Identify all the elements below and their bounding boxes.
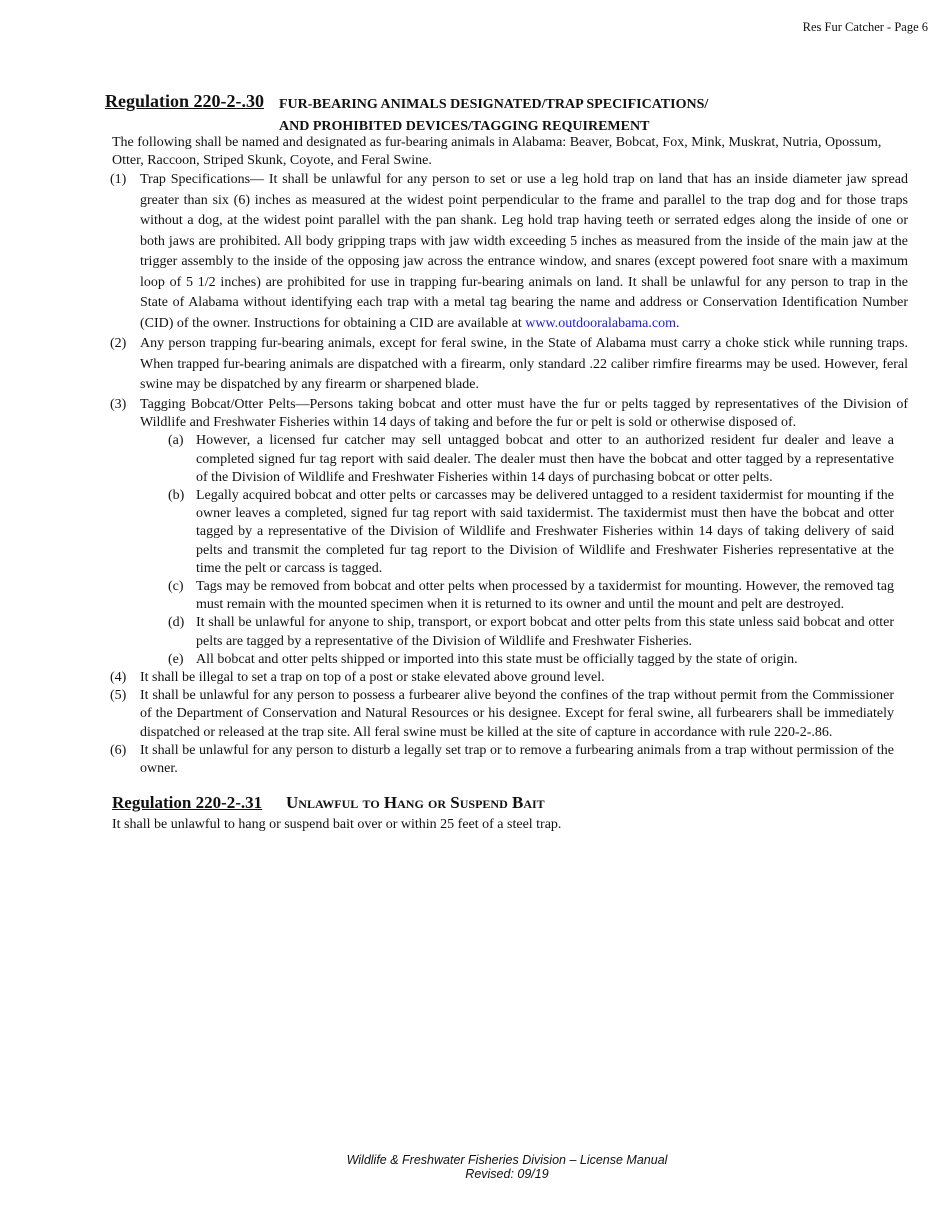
- intro-paragraph: The following shall be named and designated as fur-bearing animals in Alabama: Beaver, Bobcat, Fox, Mink, Muskrat, Nutria, Opossum, Otter, Raccoon, Striped Skunk, Coyote, and Feral Swine.: [112, 135, 882, 169]
- sub-item-e: [112, 651, 908, 669]
- item-number: (3): [110, 396, 127, 412]
- footer-line2: Revised: 09/19: [465, 1167, 549, 1181]
- list-item-6: [112, 742, 908, 778]
- list-item-3: [112, 396, 908, 432]
- page-footer: [0, 1153, 950, 1181]
- footer-line1: Wildlife & Freshwater Fisheries Division – License Manual: [346, 1153, 668, 1167]
- regulation-title: [279, 94, 708, 138]
- sub-item-text: It shall be unlawful for anyone to ship, transport, or export bobcat and otter pelts from this state unless said bobcat and otter pelts are tagged by a representative of the Division of Wildlife and Freshwater Fisheries.: [196, 615, 894, 649]
- page-header-label: Res Fur Catcher - Page 6: [802, 20, 928, 34]
- regulation-number: Regulation 220-2-.30: [105, 91, 264, 111]
- sub-item-letter: (d): [168, 615, 185, 631]
- list-item-5: [112, 687, 908, 742]
- outdooralabama-link[interactable]: www.outdooralabama.com: [525, 315, 676, 331]
- sub-item-text: All bobcat and otter pelts shipped or imported into this state must be officially tagged by the state of origin.: [196, 651, 798, 667]
- item-text: It shall be illegal to set a trap on top of a post or stake elevated above ground level.: [140, 669, 605, 685]
- sub-item-letter: (a): [168, 433, 184, 449]
- item-text: Any person trapping fur-bearing animals, except for feral swine, in the State of Alabama must carry a choke stick while running traps. When trapped fur-bearing animals are dispatched with a firearm, only standard .22 caliber rimfire firearms may be used. However, feral swine may be dispatched by any firearm or sharpened blade.: [140, 336, 908, 393]
- sub-item-letter: (b): [168, 487, 185, 503]
- sub-item-c: [112, 578, 908, 614]
- sub-item-letter: (c): [168, 578, 184, 594]
- document-body: [105, 91, 908, 834]
- sub-item-a: [112, 432, 908, 487]
- regulation-title: Unlawful to Hang or Suspend Bait: [286, 793, 545, 813]
- item-text: It shall be unlawful for any person to disturb a legally set trap or to remove a furbearing animals from a trap without permission of the owner.: [140, 742, 894, 776]
- item-number: (4): [110, 669, 127, 685]
- sub-item-text: However, a licensed fur catcher may sell untagged bobcat and otter to an authorized resident fur dealer and leave a completed signed fur tag report with said dealer. The dealer must then have the bobcat and otter tagged by a representative of the Division of Wildlife and Freshwater Fisheries within 14 days of purchasing bobcat or otter pelts.: [196, 433, 894, 485]
- regulation-number: Regulation 220-2-.31: [112, 793, 263, 813]
- regulation-31-text: It shall be unlawful to hang or suspend bait over or within 25 feet of a steel trap.: [112, 817, 562, 833]
- item-text: It shall be unlawful for any person to possess a furbearer alive beyond the confines of the trap without permit from the Commissioner of the Department of Conservation and Natural Resources or his designee. Except for feral swine, all furbearers shall be immediately dispatched or released at the trap site. All feral swine must be killed at the site of capture in accordance with rule 220-2-.86.: [140, 688, 894, 740]
- regulation-title-line1: FUR-BEARING ANIMALS DESIGNATED/TRAP SPECIFICATIONS/: [279, 97, 709, 112]
- sub-item-d: [112, 614, 908, 650]
- item-number: (2): [110, 336, 127, 352]
- item-number: (1): [110, 172, 127, 188]
- sub-item-b: [112, 487, 908, 578]
- item-text: Trap Specifications— It shall be unlawful for any person to set or use a leg hold trap on land that has an inside diameter jaw spread greater than six (6) inches as measured at the widest point perpendicular to the frame and parallel to the trap dog and for those traps without a dog, at the widest point parallel with the pan shank. Leg hold trap having teeth or serrated edges along the inside of one or both jaws are prohibited. All body gripping traps with jaw width exceeding 5 inches as measured from the inside of the main jaw at the trigger assembly to the inside of the opposing jaw across the entrance window, and snares (except powered foot snare with a maximum loop of 5 1/2 inches) are prohibited for use in trapping fur-bearing animals on land. It shall be unlawful for any person to trap in the State of Alabama without identifying each trap with a metal tag bearing the name and address or Conservation Identification Number (CID) of the owner. Instructions for obtaining a CID are available at: [140, 172, 908, 331]
- sub-item-text: Legally acquired bobcat and otter pelts or carcasses may be delivered untagged to a resident taxidermist for mounting if the owner leaves a completed, signed fur tag report with said taxidermist. The taxidermist must then have the bobcat and otter tagged by a representative of the Division of Wildlife and Freshwater Fisheries within 14 days of taking delivery of said pelts and transmit the completed fur tag report to the Division of Wildlife and Freshwater Fisheries representative at the time the pelt or carcass is tagged.: [196, 487, 894, 576]
- regulation-220-2-31-heading: [112, 794, 908, 816]
- item-number: (6): [110, 742, 127, 758]
- item-number: (5): [110, 688, 127, 704]
- item-end: .: [676, 315, 680, 331]
- list-item-1: [112, 170, 908, 334]
- sub-item-text: Tags may be removed from bobcat and otter pelts when processed by a taxidermist for mounting. However, the removed tag must remain with the mounted specimen when it is returned to its owner and until the mount and pelt are destroyed.: [196, 578, 894, 613]
- item-text: Tagging Bobcat/Otter Pelts—Persons taking bobcat and otter must have the fur or pelts tagged by representatives of the Division of Wildlife and Freshwater Fisheries within 14 days of taking and before the fur or pelt is sold or otherwise disposed of.: [140, 396, 908, 431]
- list-item-2: [112, 334, 908, 396]
- list-item-4: [112, 669, 908, 687]
- regulation-220-2-30-heading: [105, 92, 908, 134]
- sub-item-letter: (e): [168, 651, 184, 667]
- regulation-title-line2: AND PROHIBITED DEVICES/TAGGING REQUIREMENT: [279, 119, 650, 134]
